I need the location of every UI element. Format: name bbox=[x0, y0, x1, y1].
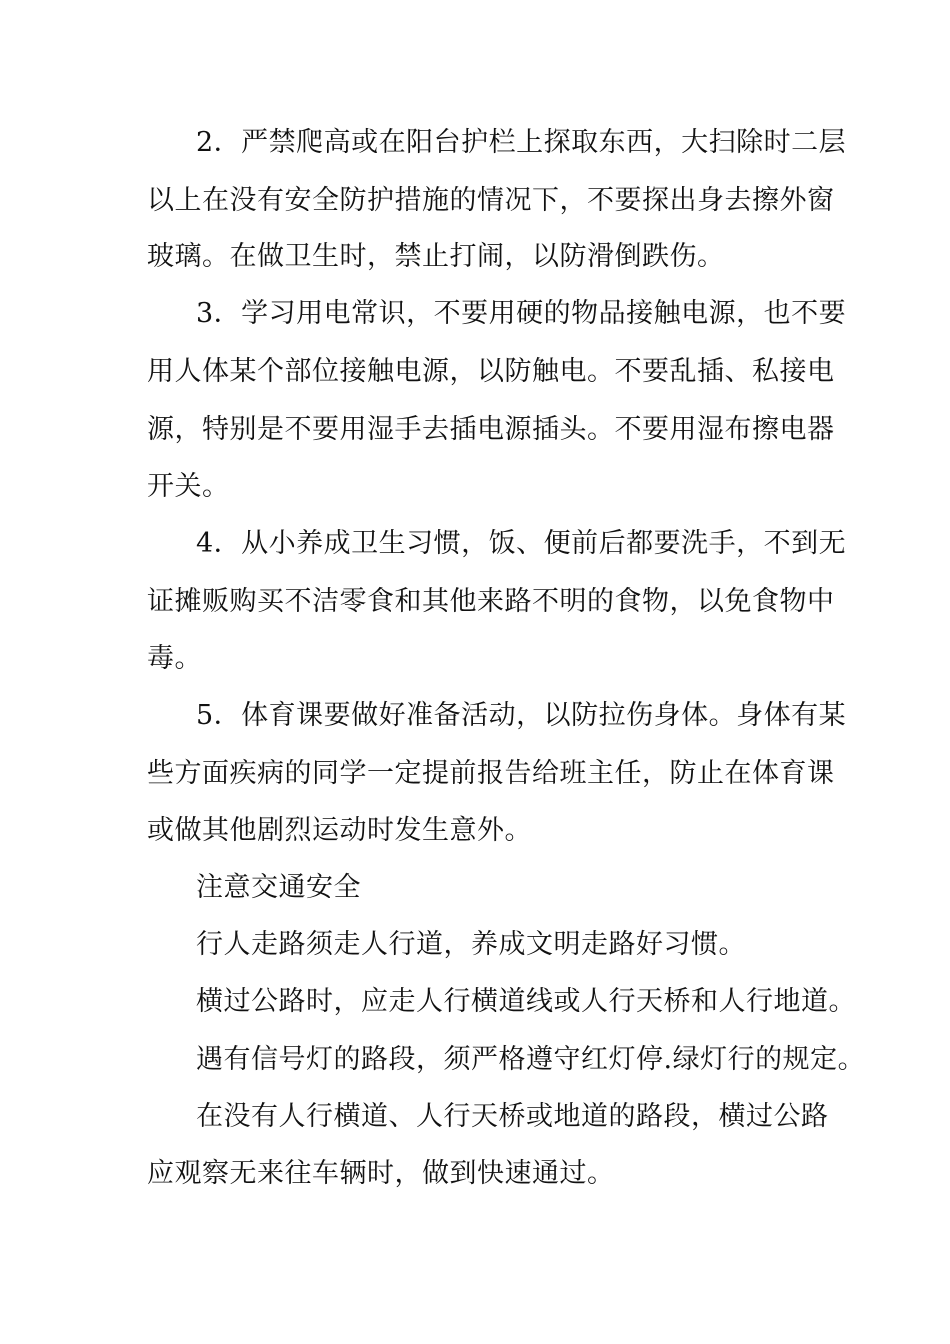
text-line: 4．从小养成卫生习惯，饭、便前后都要洗手，不到无 bbox=[196, 528, 847, 559]
text-line: 用人体某个部位接触电源，以防触电。不要乱插、私接电 bbox=[147, 356, 835, 387]
text-line: 开关。 bbox=[147, 471, 230, 502]
text-line: 5．体育课要做好准备活动，以防拉伤身体。身体有某 bbox=[196, 700, 847, 731]
text-line: 玻璃。在做卫生时，禁止打闹，以防滑倒跌伤。 bbox=[147, 241, 725, 272]
text-line: 些方面疾病的同学一定提前报告给班主任，防止在体育课 bbox=[147, 758, 835, 789]
text-line: 证摊贩购买不洁零食和其他来路不明的食物，以免食物中 bbox=[147, 586, 835, 617]
text-line: 行人走路须走人行道，养成文明走路好习惯。 bbox=[196, 929, 746, 960]
section-heading: 注意交通安全 bbox=[196, 872, 361, 903]
text-line: 遇有信号灯的路段，须严格遵守红灯停.绿灯行的规定。 bbox=[196, 1044, 866, 1075]
text-line: 或做其他剧烈运动时发生意外。 bbox=[147, 815, 532, 846]
text-line: 以上在没有安全防护措施的情况下，不要探出身去擦外窗 bbox=[147, 185, 835, 216]
text-line: 2．严禁爬高或在阳台护栏上探取东西，大扫除时二层 bbox=[196, 127, 847, 158]
text-line: 源，特别是不要用湿手去插电源插头。不要用湿布擦电器 bbox=[147, 414, 835, 445]
text-line: 应观察无来往车辆时，做到快速通过。 bbox=[147, 1158, 615, 1189]
text-line: 毒。 bbox=[147, 643, 202, 674]
text-line: 3．学习用电常识，不要用硬的物品接触电源，也不要 bbox=[196, 298, 847, 329]
text-line: 横过公路时，应走人行横道线或人行天桥和人行地道。 bbox=[196, 986, 856, 1017]
text-line: 在没有人行横道、人行天桥或地道的路段，横过公路 bbox=[196, 1101, 829, 1132]
